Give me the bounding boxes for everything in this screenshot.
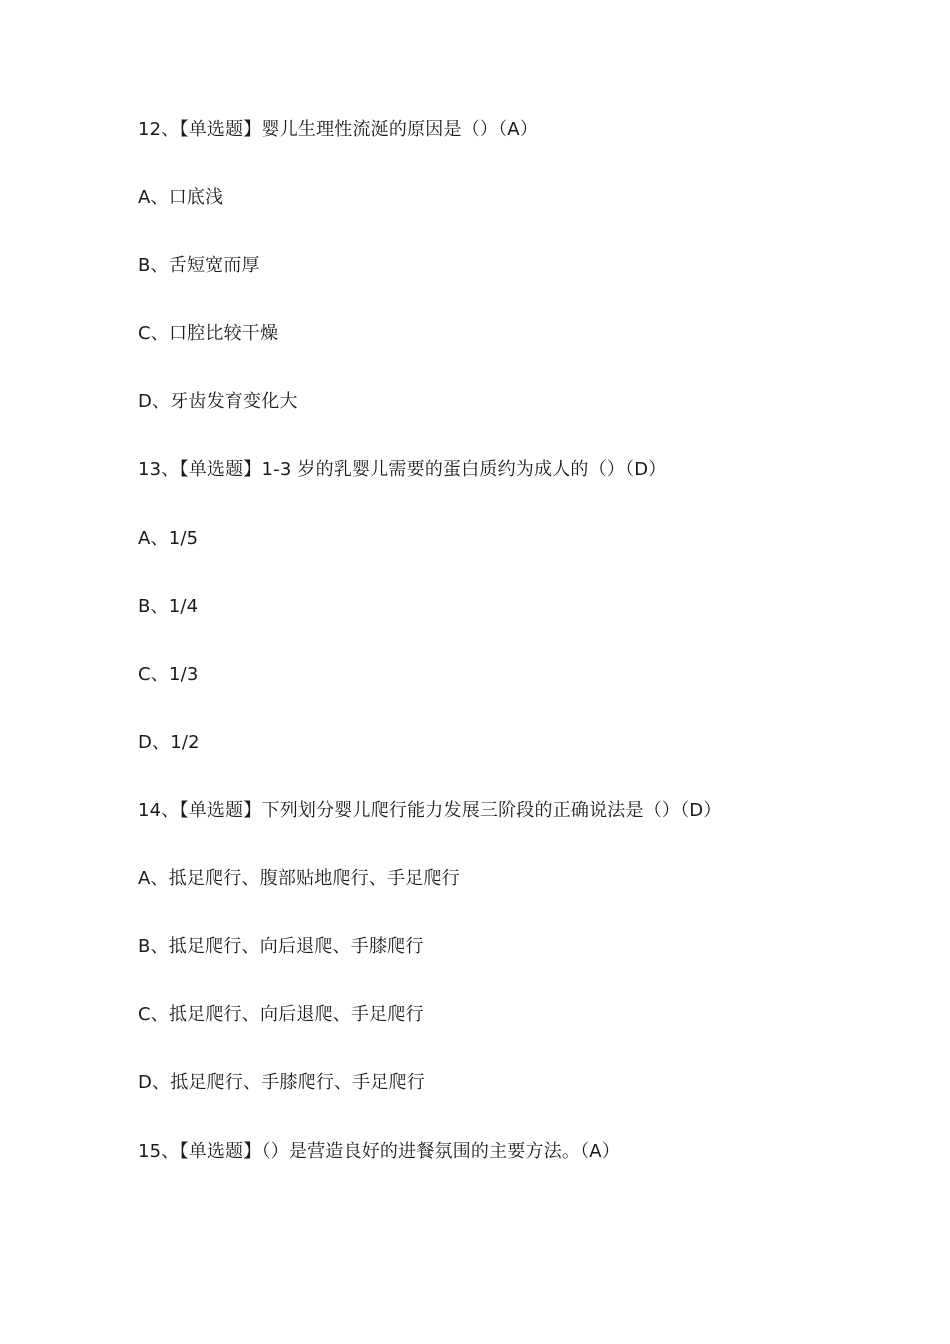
question-14-option-d: D、抵足爬行、手膝爬行、手足爬行 (138, 1072, 426, 1093)
question-13-option-b: B、1/4 (138, 596, 199, 617)
question-12-title: 12、【单选题】婴儿生理性流涎的原因是（）（A） (138, 119, 539, 140)
question-15-title: 15、【单选题】（）是营造良好的进餐氛围的主要方法。（A） (138, 1141, 621, 1162)
question-14-option-b: B、抵足爬行、向后退爬、手膝爬行 (138, 936, 424, 957)
question-14-option-c: C、抵足爬行、向后退爬、手足爬行 (138, 1004, 424, 1025)
question-13-option-a: A、1/5 (138, 528, 199, 549)
question-13-title: 13、【单选题】1-3 岁的乳婴儿需要的蛋白质约为成人的（）（D） (138, 459, 667, 480)
question-14-option-a: A、抵足爬行、腹部贴地爬行、手足爬行 (138, 868, 460, 889)
question-13-option-c: C、1/3 (138, 664, 199, 685)
question-12-option-b: B、舌短宽而厚 (138, 255, 260, 276)
question-13-option-d: D、1/2 (138, 732, 200, 753)
question-12-option-a: A、口底浅 (138, 187, 224, 208)
question-12-option-d: D、牙齿发育变化大 (138, 391, 298, 412)
question-14-title: 14、【单选题】下列划分婴儿爬行能力发展三阶段的正确说法是（）（D） (138, 800, 722, 821)
question-12-option-c: C、口腔比较干燥 (138, 323, 279, 344)
